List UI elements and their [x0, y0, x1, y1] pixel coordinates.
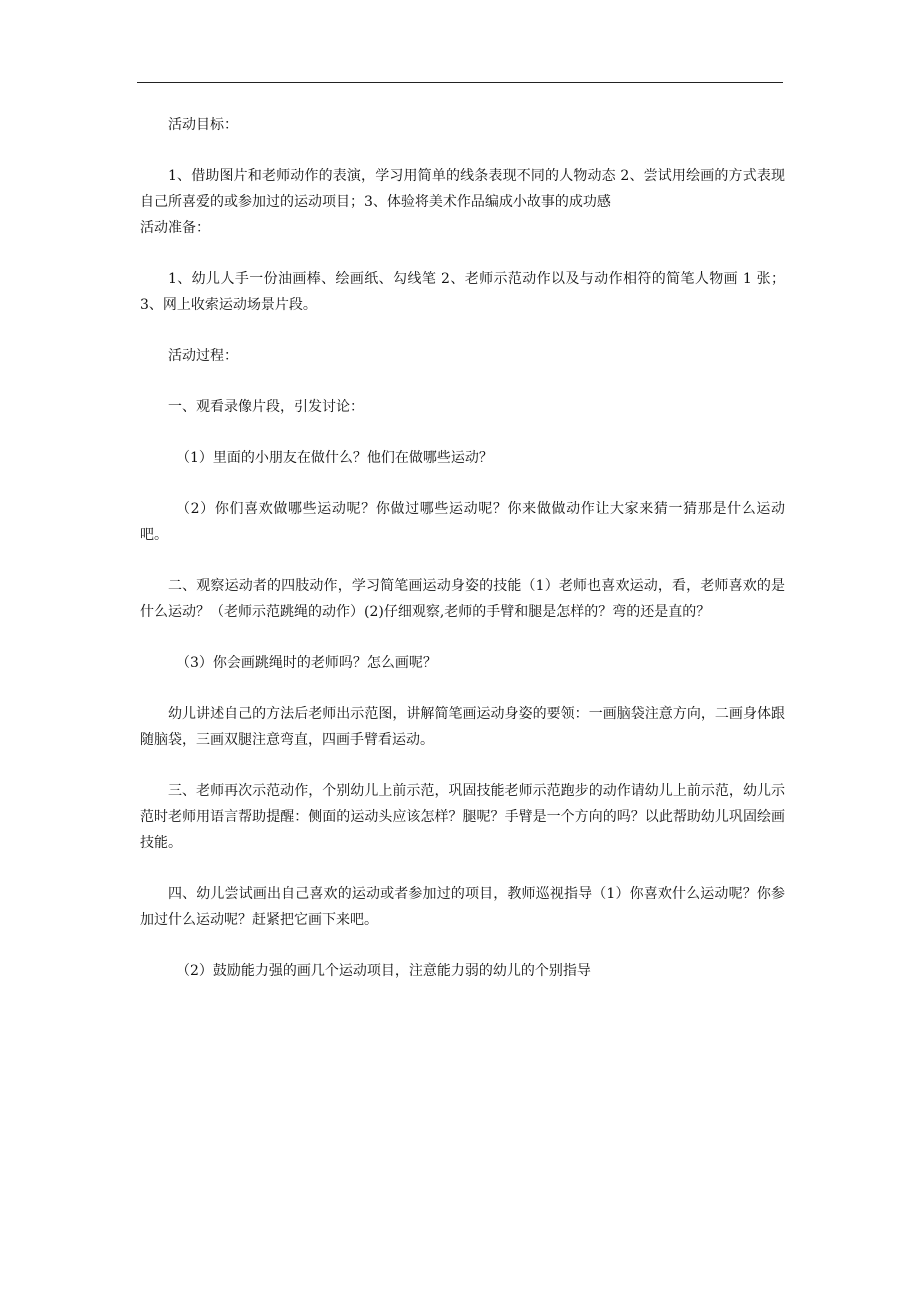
heading-activity-goals: 活动目标： [168, 117, 238, 133]
paragraph-guidance: （2）鼓励能力强的画几个运动项目，注意能力弱的幼儿的个别指导 [176, 963, 591, 979]
heading-activity-process: 活动过程： [168, 348, 238, 364]
heading-activity-preparation: 活动准备： [140, 220, 210, 236]
document-body [140, 112, 785, 1009]
paragraph-question-3: （3）你会画跳绳时的老师吗？怎么画呢？ [176, 655, 437, 671]
header-rule [137, 82, 783, 83]
paragraph-step-three: 三、老师再次示范动作，个别幼儿上前示范，巩固技能老师示范跑步的动作请幼儿上前示范，幼儿示范时老师用语言帮助提醒：侧面的运动头应该怎样？腿呢？手臂是一个方向的吗？以此帮助幼儿巩固绘画技能。 [140, 783, 785, 851]
paragraph-drawing-tips: 幼儿讲述自己的方法后老师出示范图，讲解简笔画运动身姿的要领：一画脑袋注意方向，二画身体跟随脑袋，三画双腿注意弯直，四画手臂看运动。 [140, 706, 785, 748]
paragraph-step-four: 四、幼儿尝试画出自己喜欢的运动或者参加过的项目，教师巡视指导（1）你喜欢什么运动呢？你参加过什么运动呢？赶紧把它画下来吧。 [140, 886, 785, 928]
paragraph-goals: 1、借助图片和老师动作的表演，学习用简单的线条表现不同的人物动态 2、尝试用绘画的方式表现自己所喜爱的或参加过的运动项目；3、体验将美术作品编成小故事的成功感 [140, 168, 785, 210]
paragraph-step-two: 二、观察运动者的四肢动作，学习简笔画运动身姿的技能（1）老师也喜欢运动，看，老师喜欢的是什么运动？（老师示范跳绳的动作）(2)仔细观察,老师的手臂和腿是怎样的？弯的还是直的？ [140, 578, 785, 620]
paragraph-question-2: （2）你们喜欢做哪些运动呢？你做过哪些运动呢？你来做做动作让大家来猜一猜那是什么运动吧。 [140, 501, 785, 543]
paragraph-question-1: （1）里面的小朋友在做什么？他们在做哪些运动？ [176, 450, 493, 466]
paragraph-preparation: 1、幼儿人手一份油画棒、绘画纸、勾线笔 2、老师示范动作以及与动作相符的简笔人物画 1 张；3、网上收索运动场景片段。 [140, 271, 785, 313]
paragraph-step-one: 一、观看录像片段，引发讨论： [168, 399, 364, 415]
